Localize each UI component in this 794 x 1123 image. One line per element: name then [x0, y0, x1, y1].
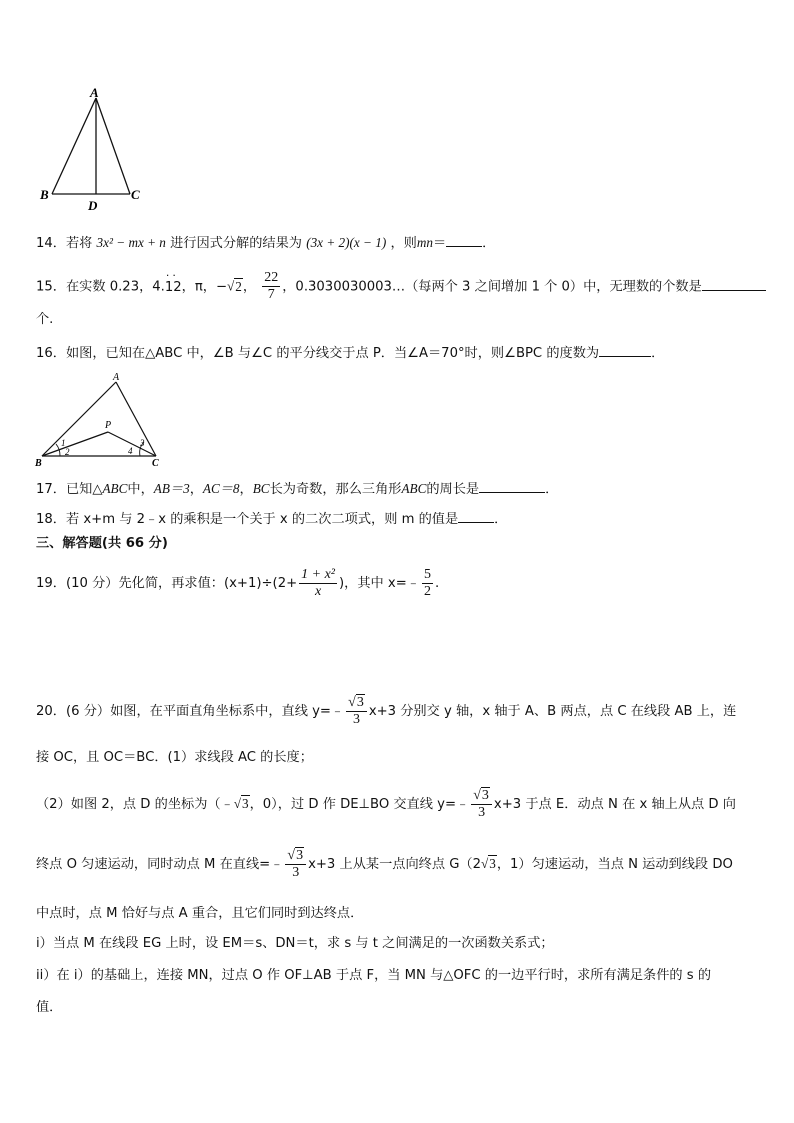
sqrt3-radicand: 3 — [356, 694, 364, 710]
label-d: D — [88, 198, 98, 213]
q17-ab: AB＝3 — [153, 481, 190, 496]
frac-den: 7 — [267, 287, 275, 302]
answer-blank[interactable] — [479, 478, 545, 493]
label-4: 4 — [128, 446, 133, 456]
sqrt3-radicand: 3 — [489, 856, 496, 871]
segment-bp — [42, 432, 108, 456]
sqrt-3: √3 — [481, 856, 496, 871]
frac-den: 3 — [478, 804, 486, 820]
q19-value-num: 5 — [423, 566, 431, 582]
sqrt3-radicand: 3 — [296, 847, 304, 863]
label-c: C — [131, 187, 140, 202]
frac-den: 3 — [352, 711, 360, 727]
sqrt3-radicand: 3 — [242, 796, 249, 811]
question-15: 15．在实数 0.23，4. ·· 12，π，−√2， $\frac{22}{7}$ ，0.3030030003…（每两个 3 之间增加 1 个 0）中，无理数的个数是 — [36, 270, 766, 303]
q20-l5: 中点时，点 M 恰好与点 A 重合，且它们同时到达终点． — [36, 906, 364, 921]
side-ab — [42, 382, 116, 456]
answer-blank[interactable] — [599, 342, 651, 357]
question-20-line-6 — [36, 934, 554, 954]
question-18 — [36, 508, 507, 530]
question-20-line-3 — [36, 786, 736, 823]
question-19 — [36, 566, 439, 602]
q19-fraction — [299, 567, 337, 600]
question-16 — [36, 342, 664, 364]
side-ac — [116, 382, 156, 456]
q20-l4b: x+3 上从某一点向终点 G（2 — [308, 857, 482, 872]
q15-rest: ，0.3030030003…（每两个 3 之间增加 1 个 0）中，无理数的个数是 — [282, 279, 702, 295]
q14-expression: 3x² − mx + n — [96, 235, 166, 250]
q19-end: . — [434, 576, 440, 591]
fraction-22-7 — [262, 270, 280, 303]
q14-middle: 进行因式分解的结果为 — [170, 236, 302, 251]
repeat-digits: 12 — [164, 279, 182, 295]
label-1: 1 — [61, 438, 66, 448]
side-ab — [52, 98, 96, 194]
triangle-abd-figure — [30, 82, 160, 214]
sqrt-2: √2 — [227, 278, 242, 294]
q17-p6: 的周长是 — [426, 482, 480, 497]
q18-end: ． — [494, 512, 508, 527]
q20-l1b: x+3 分别交 y 轴，x 轴于 A、B 两点，点 C 在线段 AB 上，连 — [368, 704, 737, 719]
q16-text: 16．如图，已知在△ABC 中，∠B 与∠C 的平分线交于点 P．当∠A＝70°时，则∠BPC 的度数为 — [36, 346, 600, 361]
q14-prefix: 14．若将 — [36, 236, 93, 251]
q20-l1a: 20．(6 分）如图，在平面直角坐标系中，直线 y=﹣ — [36, 704, 345, 719]
q17-bc: BC — [252, 481, 270, 496]
q20-l7: ii）在 i）的基础上，连接 MN，过点 O 作 OF⊥AB 于点 F，当 MN 与△OFC 的一边平行时，求所有满足条件的 s 的 — [36, 968, 712, 983]
q17-ac: AC＝8 — [202, 481, 240, 496]
q17-p5: 长为奇数，那么三角形 — [269, 482, 402, 497]
question-17 — [36, 478, 558, 500]
q20-l6: i）当点 M 在线段 EG 上时，设 EM＝s、DN＝t，求 s 与 t 之间满足的一次函数关系式； — [36, 936, 554, 951]
sqrt-3: √3 — [233, 796, 249, 811]
question-20-line-4 — [36, 846, 733, 883]
q19-frac-den: x — [314, 583, 322, 599]
label-b: B — [40, 187, 49, 202]
q14-suffix-a: ，则 — [390, 236, 417, 251]
section-heading: 三、解答题(共 66 分) — [36, 536, 168, 551]
question-20-line-2 — [36, 748, 313, 768]
frac-den: 3 — [292, 864, 300, 880]
q15-cont: 个. — [36, 312, 54, 327]
q17-p1: 17．已知△ — [36, 482, 103, 497]
question-14 — [36, 232, 495, 254]
q18-text: 18．若 x+m 与 2﹣x 的乘积是一个关于 x 的二次二项式，则 m 的值是 — [36, 512, 459, 527]
q20-l3c: x+3 于点 E．动点 N 在 x 轴上从点 D 向 — [493, 797, 736, 812]
answer-blank[interactable] — [458, 508, 494, 523]
label-2: 2 — [65, 447, 70, 457]
q16-end: ． — [651, 346, 665, 361]
q20-l3b: ，0），过 D 作 DE⊥BO 交直线 y=﹣ — [249, 797, 470, 812]
q14-result: (3x + 2)(x − 1) — [306, 235, 387, 250]
repeating-decimal — [164, 268, 182, 302]
q17-p2: 中， — [127, 482, 154, 497]
label-3: 3 — [140, 438, 145, 448]
q19-value-den: 2 — [423, 583, 431, 599]
q14-suffix-b: ＝ — [432, 236, 447, 251]
label-b: B — [35, 458, 42, 469]
q17-abc: ABC — [102, 481, 128, 496]
label-a: A — [113, 372, 120, 383]
q15-pi: ，π，− — [181, 279, 228, 295]
q14-mn: mn — [416, 235, 433, 250]
q19-p1: 19．(10 分）先化简，再求值：(x+1)÷(2+ — [36, 576, 298, 591]
sqrt3-over-3: $\frac{√3}{3}$ — [471, 788, 492, 821]
q17-abc2: ABC — [401, 481, 427, 496]
repeat-dots: ·· — [165, 268, 179, 282]
sqrt3-over-3: $\frac{√3}{3}$ — [285, 848, 306, 881]
q20-l8: 值． — [36, 1000, 63, 1015]
question-20-line-5 — [36, 904, 363, 924]
q20-l4c: ，1）匀速运动，当点 N 运动到线段 DO — [496, 857, 733, 872]
side-ac — [96, 98, 130, 194]
q19-p2: )，其中 x=﹣ — [339, 576, 420, 591]
question-20-line-7 — [36, 966, 711, 986]
sqrt3-radicand: 3 — [481, 787, 489, 803]
answer-blank[interactable] — [702, 276, 766, 291]
q19-value-fraction — [422, 567, 433, 600]
q17-p3: ， — [189, 482, 203, 497]
q14-end: ． — [482, 236, 496, 251]
label-p: P — [105, 420, 112, 431]
q20-l4a: 终点 O 匀速运动，同时动点 M 在直线=﹣ — [36, 857, 284, 872]
frac-num: 22 — [264, 270, 279, 285]
question-20-line-1 — [36, 694, 736, 730]
label-a: A — [90, 85, 99, 100]
q17-p4: ， — [239, 482, 253, 497]
question-15-cont — [36, 310, 53, 330]
sqrt3-over-3: $\frac{√3}{3}$ — [346, 695, 367, 728]
q20-l2: 接 OC，且 OC＝BC．(1）求线段 AC 的长度； — [36, 750, 313, 765]
q20-l3a: （2）如图 2，点 D 的坐标为（﹣ — [36, 797, 234, 812]
q19-frac-num: 1 + x² — [301, 566, 335, 582]
label-c: C — [152, 458, 159, 469]
q17-end: ． — [545, 482, 559, 497]
sqrt-2-radicand: 2 — [235, 278, 242, 294]
question-20-line-8 — [36, 998, 62, 1018]
triangle-bpc-figure — [32, 370, 172, 470]
answer-blank[interactable] — [446, 232, 482, 247]
q15-prefix: 15．在实数 0.23，4. — [36, 279, 165, 295]
